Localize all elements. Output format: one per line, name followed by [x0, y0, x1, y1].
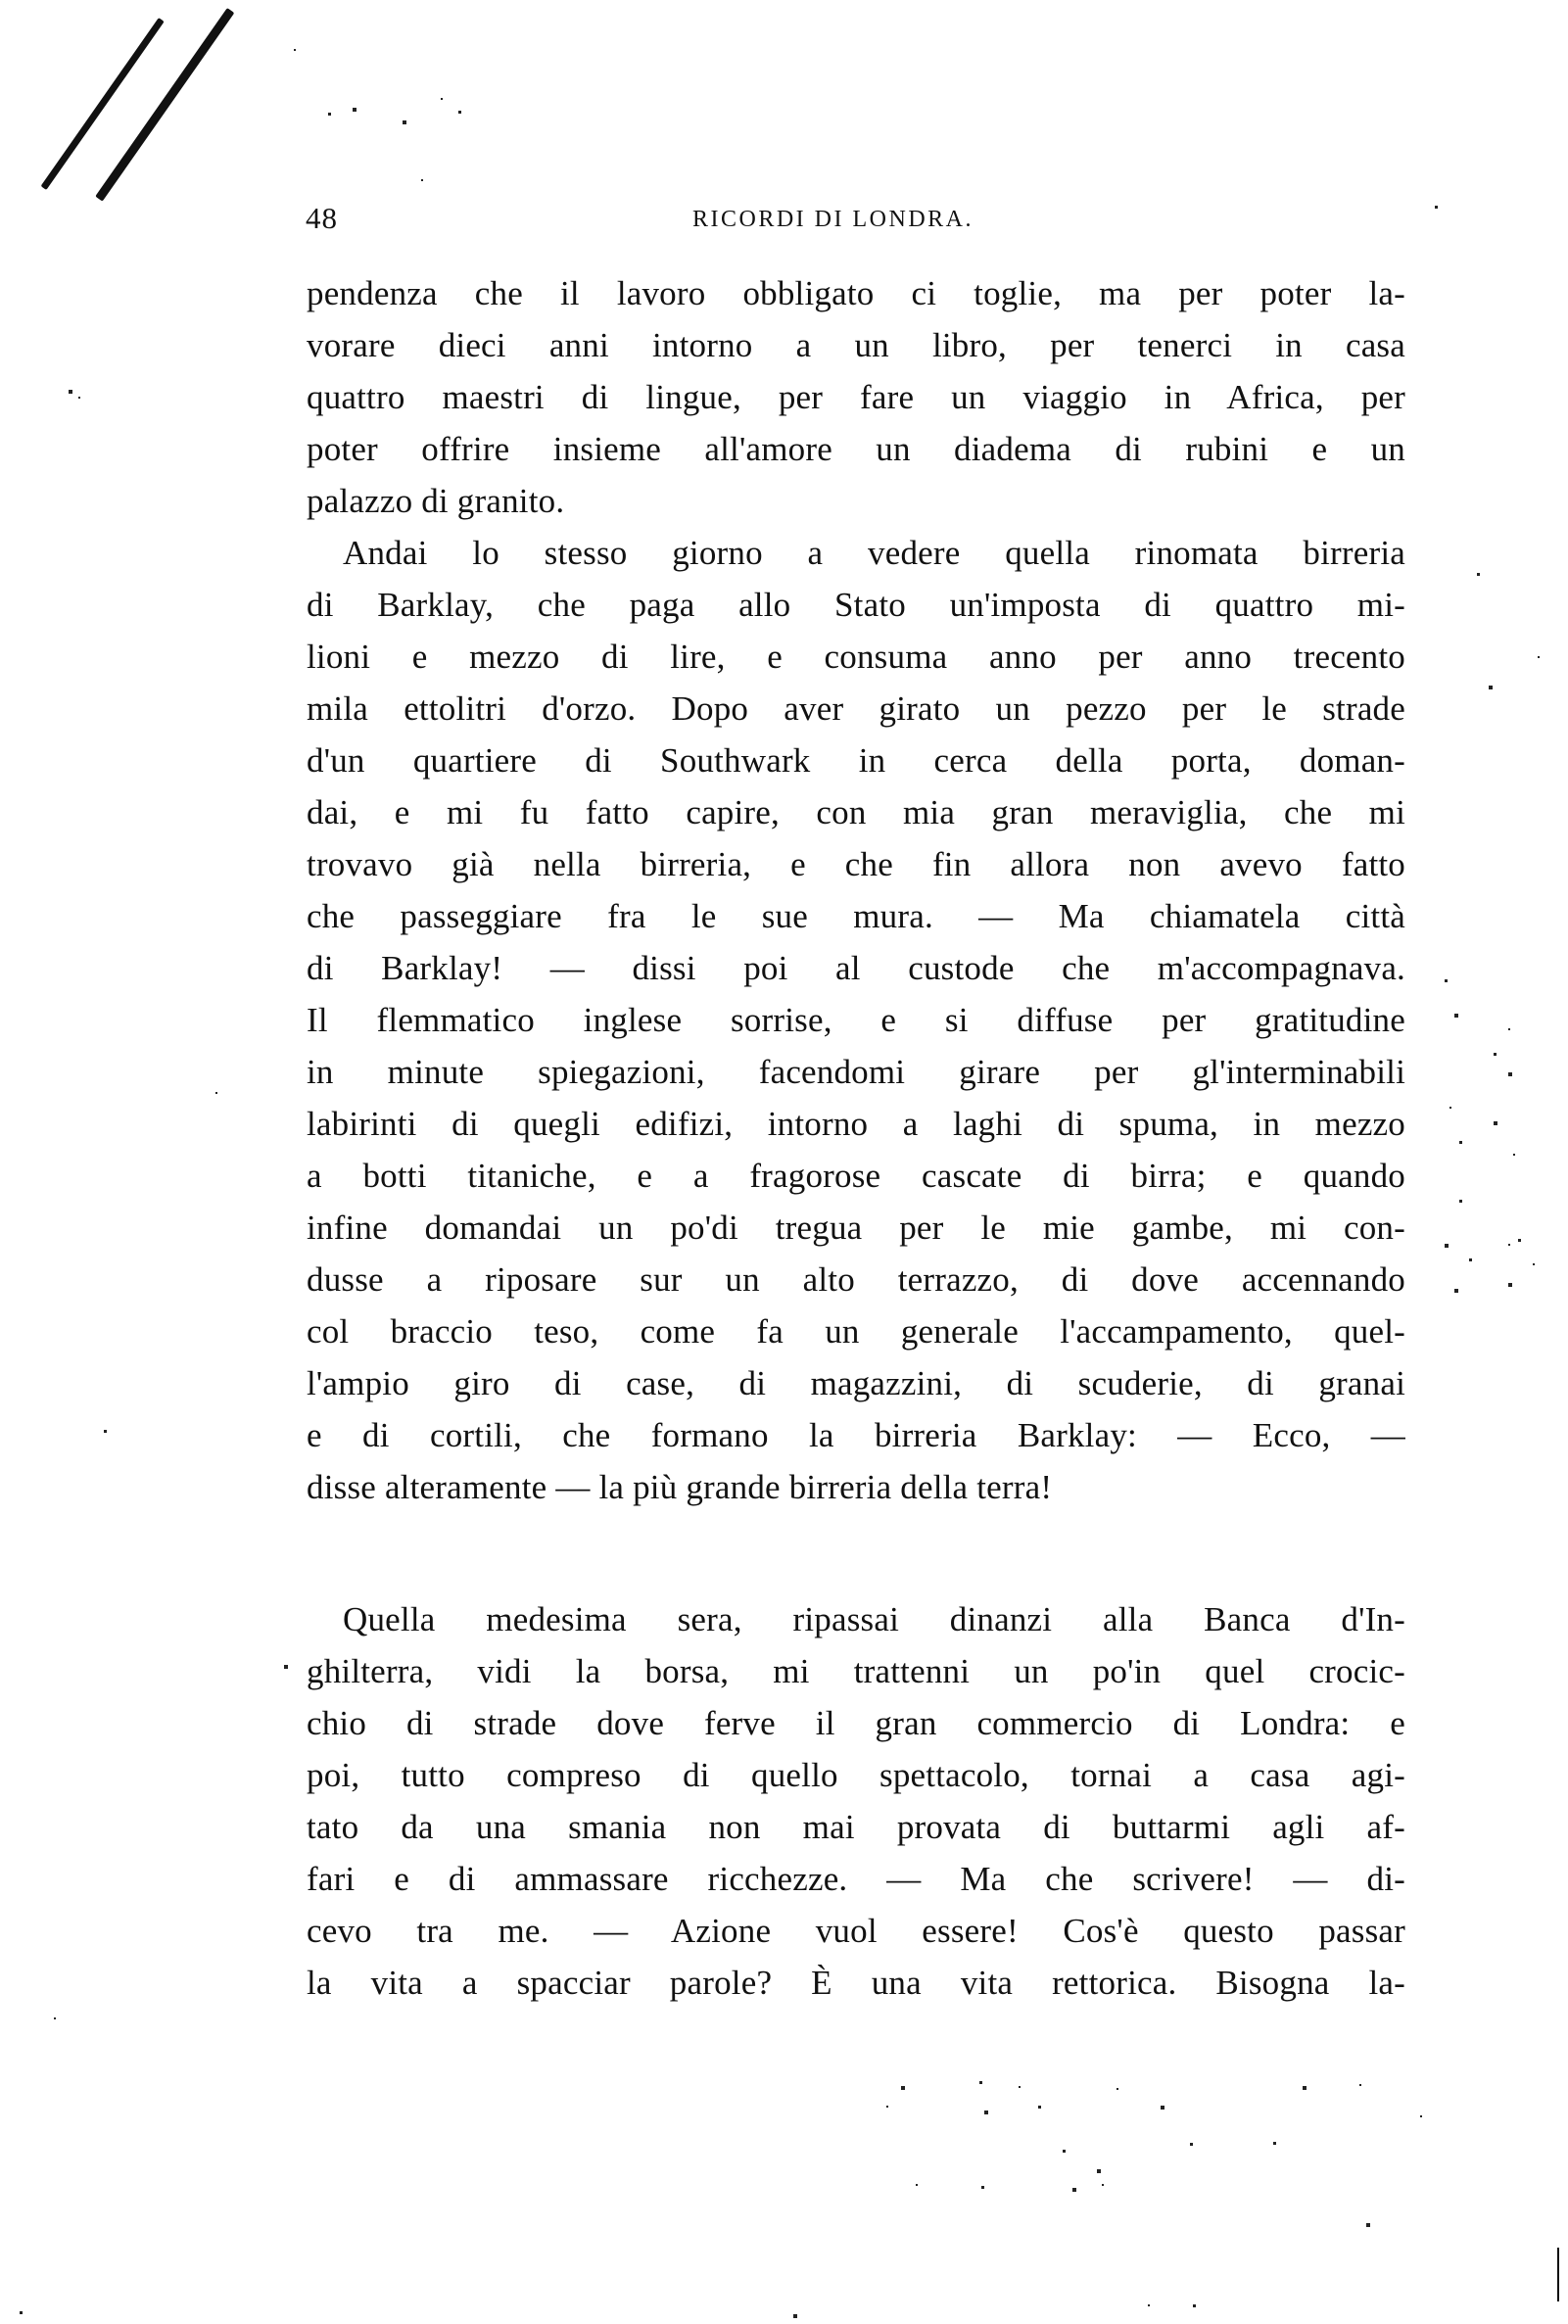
scan-speck	[1533, 1263, 1535, 1265]
text-line: trovavo già nella birreria, e che fin allora non avevo fatto	[307, 845, 1405, 883]
scan-speck	[1435, 206, 1438, 209]
scan-speck	[793, 2314, 797, 2318]
scan-speck	[1513, 1154, 1515, 1156]
scan-speck	[1193, 2304, 1196, 2307]
text-line: l'ampio giro di case, di magazzini, di scuderie, di granai	[307, 1364, 1405, 1402]
text-line: tato da una smania non mai provata di buttarmi agli af-	[307, 1808, 1405, 1846]
scan-speck	[1420, 2115, 1422, 2117]
scan-speck	[69, 390, 72, 394]
text-line: in minute spiegazioni, facendomi girare per gl'interminabili	[307, 1053, 1405, 1091]
scan-speck	[1102, 2184, 1104, 2186]
text-line: fari e di ammassare ricchezze. — Ma che scrivere! — di-	[307, 1860, 1405, 1898]
text-line: dusse a riposare sur un alto terrazzo, di dove accennando	[307, 1260, 1405, 1299]
scan-speck	[886, 2106, 888, 2108]
text-line: mila ettolitri d'orzo. Dopo aver girato un pezzo per le strade	[307, 689, 1405, 728]
scan-speck	[1038, 2106, 1041, 2109]
scan-speck	[1445, 979, 1448, 982]
pen-stroke-mark	[95, 8, 234, 202]
text-line: che passeggiare fra le sue mura. — Ma chiamatela città	[307, 897, 1405, 935]
text-line: di Barklay, che paga allo Stato un'imposta di quattro mi-	[307, 586, 1405, 624]
text-line: lioni e mezzo di lire, e consuma anno per anno trecento	[307, 638, 1405, 676]
text-line: Il flemmatico inglese sorrise, e si diffuse per gratitudine	[307, 1001, 1405, 1039]
scan-speck	[403, 120, 406, 124]
text-line: vorare dieci anni intorno a un libro, per tenerci in casa	[307, 326, 1405, 364]
text-line: disse alteramente — la più grande birreria della terra!	[307, 1468, 1053, 1506]
scan-speck	[1508, 1028, 1510, 1030]
scan-speck	[54, 2017, 56, 2019]
scan-speck	[1359, 2084, 1361, 2086]
scan-speck	[284, 1665, 288, 1669]
scan-speck	[1190, 2143, 1193, 2146]
scan-speck	[421, 179, 423, 181]
scan-speck	[353, 108, 356, 112]
scan-speck	[1454, 1014, 1458, 1018]
scan-speck	[1449, 1107, 1451, 1109]
scan-speck	[328, 113, 331, 116]
text-line: cevo tra me. — Azione vuol essere! Cos'è questo passar	[307, 1912, 1405, 1950]
scan-speck	[1459, 1200, 1462, 1203]
scan-speck	[441, 98, 443, 100]
scan-speck	[1117, 2088, 1118, 2090]
paragraph	[307, 267, 1405, 527]
text-line: col braccio teso, come fa un generale l'accampamento, quel-	[307, 1312, 1405, 1351]
scan-speck	[1072, 2188, 1076, 2192]
page-header	[306, 201, 1407, 240]
scan-speck	[1477, 573, 1480, 576]
scan-speck	[1459, 1141, 1462, 1144]
text-line: quattro maestri di lingue, per fare un viaggio in Africa, per	[307, 378, 1405, 416]
text-line: la vita a spacciar parole? È una vita rettorica. Bisogna la-	[307, 1964, 1405, 2002]
page-edge-mark	[1557, 2248, 1559, 2301]
scan-speck	[1508, 1072, 1512, 1076]
scan-speck	[1469, 1258, 1472, 1261]
text-line: Andai lo stesso giorno a vedere quella rinomata birreria	[343, 534, 1405, 572]
scan-speck	[294, 49, 296, 51]
scan-speck	[1518, 1239, 1521, 1242]
scan-speck	[1273, 2142, 1276, 2145]
scan-speck	[916, 2184, 918, 2186]
scan-speck	[1454, 1289, 1458, 1293]
scan-speck	[1063, 2150, 1066, 2153]
text-line: palazzo di granito.	[307, 482, 565, 520]
paragraph	[307, 1593, 1405, 2009]
paragraph	[307, 527, 1405, 1513]
text-line: e di cortili, che formano la birreria Barklay: — Ecco, —	[307, 1416, 1405, 1454]
scan-speck	[1494, 1121, 1497, 1125]
text-line: di Barklay! — dissi poi al custode che m'accompagnava.	[307, 949, 1405, 987]
scan-speck	[1489, 686, 1493, 689]
scan-speck	[901, 2086, 905, 2090]
scan-speck	[1366, 2223, 1370, 2227]
text-line: infine domandai un po'di tregua per le mie gambe, mi con-	[307, 1209, 1405, 1247]
text-line: a botti titaniche, e a fragorose cascate di birra; e quando	[307, 1157, 1405, 1195]
scan-speck	[1508, 1244, 1510, 1246]
running-head: RICORDI DI LONDRA.	[692, 207, 974, 232]
scan-speck	[1097, 2169, 1101, 2173]
scan-speck	[1161, 2106, 1164, 2110]
scan-speck	[1148, 2304, 1150, 2306]
text-line: pendenza che il lavoro obbligato ci toglie, ma per poter la-	[307, 274, 1405, 312]
scan-speck	[984, 2111, 988, 2114]
scan-speck	[1538, 656, 1540, 658]
scan-speck	[1508, 1283, 1512, 1287]
scan-speck	[215, 1092, 217, 1094]
text-line: chio di strade dove ferve il gran commercio di Londra: e	[307, 1704, 1405, 1742]
scan-speck	[78, 397, 80, 399]
scan-speck	[1303, 2086, 1307, 2090]
scan-speck	[1494, 1053, 1497, 1056]
scan-speck	[1445, 1244, 1449, 1248]
page-number: 48	[306, 201, 338, 235]
scan-speck	[979, 2081, 982, 2084]
text-line: poi, tutto compreso di quello spettacolo, tornai a casa agi-	[307, 1756, 1405, 1794]
text-line: d'un quartiere di Southwark in cerca della porta, doman-	[307, 741, 1405, 780]
text-line: Quella medesima sera, ripassai dinanzi alla Banca d'In-	[343, 1600, 1405, 1638]
pen-stroke-mark	[41, 18, 165, 190]
scan-speck	[458, 111, 461, 114]
text-line: ghilterra, vidi la borsa, mi trattenni un po'in quel crocic-	[307, 1652, 1405, 1690]
text-line: dai, e mi fu fatto capire, con mia gran meraviglia, che mi	[307, 793, 1405, 831]
scan-speck	[104, 1430, 107, 1433]
text-line: labirinti di quegli edifizi, intorno a laghi di spuma, in mezzo	[307, 1105, 1405, 1143]
scan-speck	[20, 2311, 23, 2314]
scan-speck	[1019, 2086, 1021, 2088]
scan-speck	[981, 2186, 984, 2189]
text-line: poter offrire insieme all'amore un diadema di rubini e un	[307, 430, 1405, 468]
